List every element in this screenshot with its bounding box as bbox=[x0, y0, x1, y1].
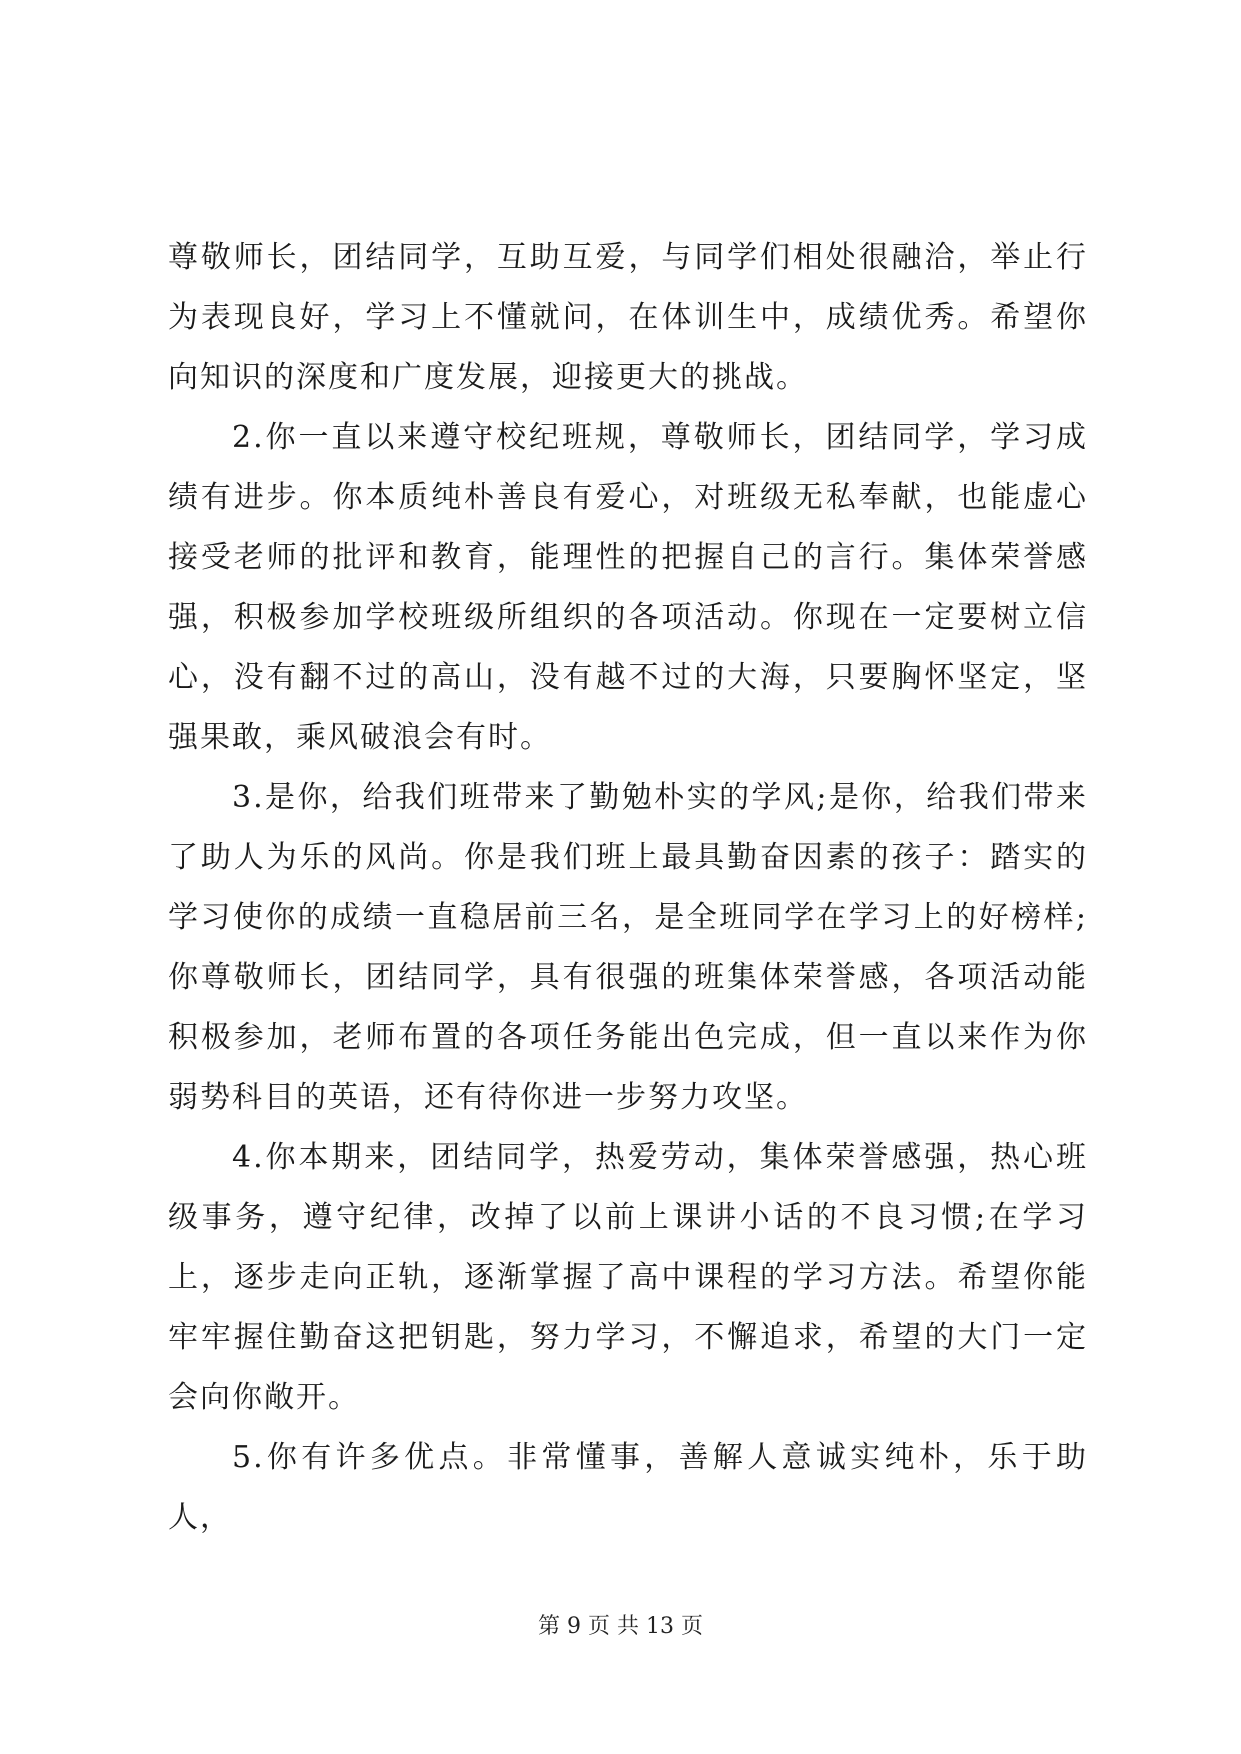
paragraph-5: 5.你有许多优点。非常懂事，善解人意诚实纯朴，乐于助人， bbox=[168, 1440, 1088, 1535]
document-body bbox=[168, 228, 1088, 1548]
page-number-footer: 第 9 页 共 13 页 bbox=[538, 1614, 703, 1639]
paragraph-1: 尊敬师长，团结同学，互助互爱，与同学们相处很融洽，举止行为表现良好，学习上不懂就问，在体训生中，成绩优秀。希望你向知识的深度和广度发展，迎接更大的挑战。 bbox=[168, 240, 1088, 395]
paragraph-2: 2.你一直以来遵守校纪班规，尊敬师长，团结同学，学习成绩有进步。你本质纯朴善良有爱心，对班级无私奉献，也能虚心接受老师的批评和教育，能理性的把握自己的言行。集体荣誉感强，积极参加学校班级所组织的各项活动。你现在一定要树立信心，没有翻不过的高山，没有越不过的大海，只要胸怀坚定，坚强果敢，乘风破浪会有时。 bbox=[168, 420, 1088, 755]
paragraph-4: 4.你本期来，团结同学，热爱劳动，集体荣誉感强，热心班级事务，遵守纪律，改掉了以前上课讲小话的不良习惯;在学习上，逐步走向正轨，逐渐掌握了高中课程的学习方法。希望你能牢牢握住勤奋这把钥匙，努力学习，不懈追求，希望的大门一定会向你敞开。 bbox=[168, 1140, 1088, 1415]
paragraph-3: 3.是你，给我们班带来了勤勉朴实的学风;是你，给我们带来了助人为乐的风尚。你是我们班上最具勤奋因素的孩子：踏实的学习使你的成绩一直稳居前三名，是全班同学在学习上的好榜样;你尊敬师长，团结同学，具有很强的班集体荣誉感，各项活动能积极参加，老师布置的各项任务能出色完成，但一直以来作为你弱势科目的英语，还有待你进一步努力攻坚。 bbox=[168, 780, 1088, 1115]
